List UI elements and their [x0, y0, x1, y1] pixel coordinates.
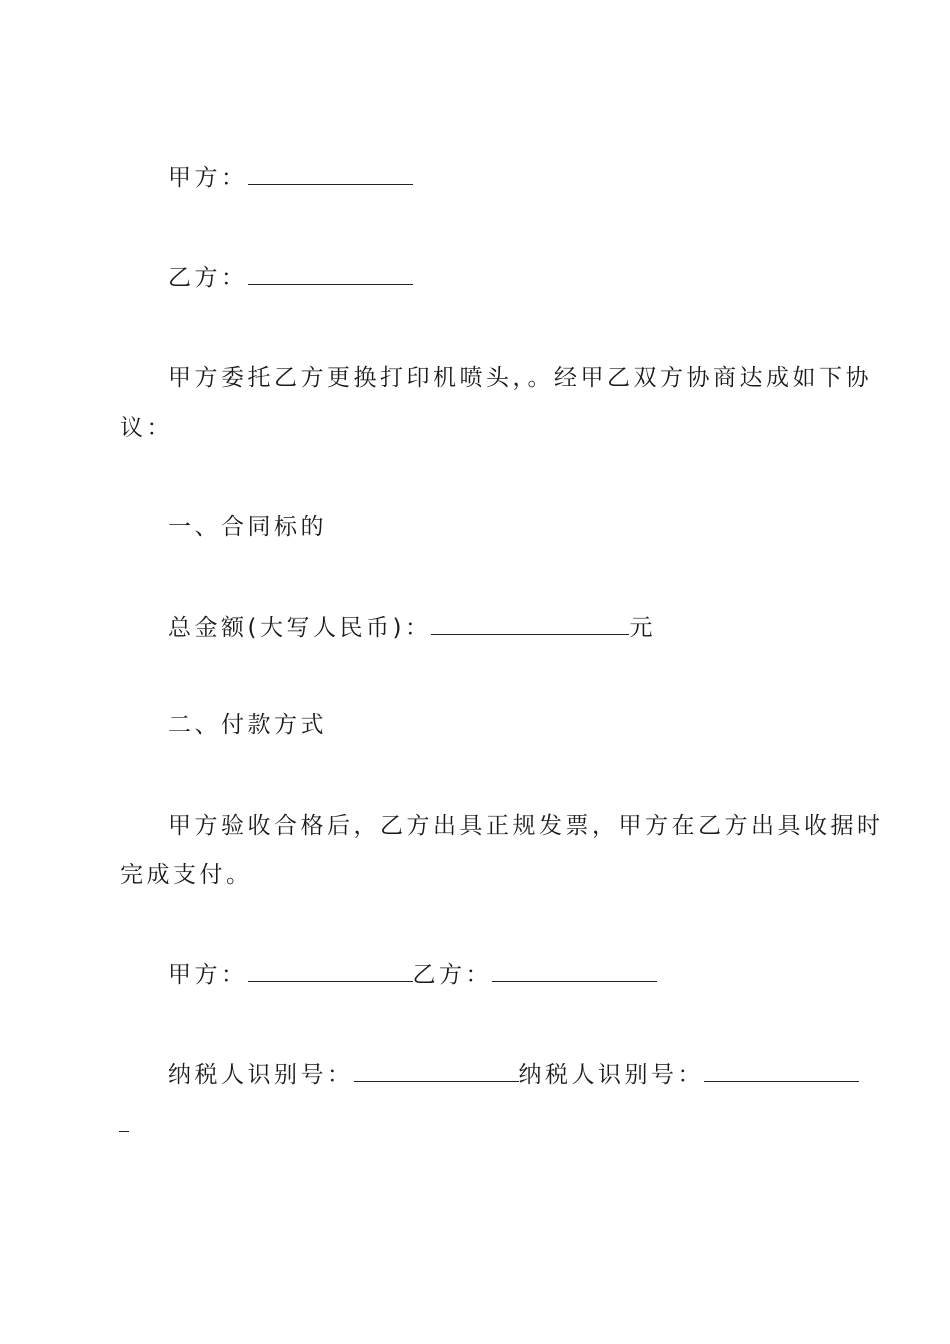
party-b-blank: [248, 262, 413, 285]
amount-label: 总金额(大写人民币)：: [168, 615, 432, 641]
party-a-blank: [248, 162, 413, 185]
section1-title: 一、合同标的: [168, 514, 327, 540]
party-b-line: [168, 262, 413, 293]
party-a-line: [168, 162, 413, 193]
signature-line: [168, 959, 657, 990]
tax-id-a-blank: [354, 1059, 519, 1082]
tax-id-b-blank-continuation: [119, 1131, 129, 1132]
amount-line: [168, 612, 656, 643]
sign-party-a-label: 甲方：: [168, 962, 248, 988]
sign-party-b-label: 乙方：: [412, 962, 492, 988]
intro-line-1: 甲方委托乙方更换打印机喷头，。经甲乙双方协商达成如下协: [168, 365, 872, 391]
party-b-label: 乙方：: [168, 265, 248, 291]
payment-line-1: 甲方验收合格后，乙方出具正规发票，甲方在乙方出具收据时: [168, 813, 884, 839]
intro-line-2: 议：: [120, 415, 173, 441]
tax-id-b-blank: [704, 1059, 859, 1082]
sign-party-a-blank: [248, 959, 413, 982]
payment-line-2: 完成支付。: [120, 862, 253, 888]
sign-party-b-blank: [492, 959, 657, 982]
amount-unit: 元: [629, 615, 656, 641]
party-a-label: 甲方：: [168, 165, 248, 191]
tax-id-line: [168, 1059, 859, 1090]
tax-id-label-a: 纳税人识别号：: [168, 1062, 354, 1088]
section2-title: 二、付款方式: [168, 712, 327, 738]
amount-blank: [431, 612, 629, 635]
tax-id-label-b: 纳税人识别号：: [518, 1062, 704, 1088]
